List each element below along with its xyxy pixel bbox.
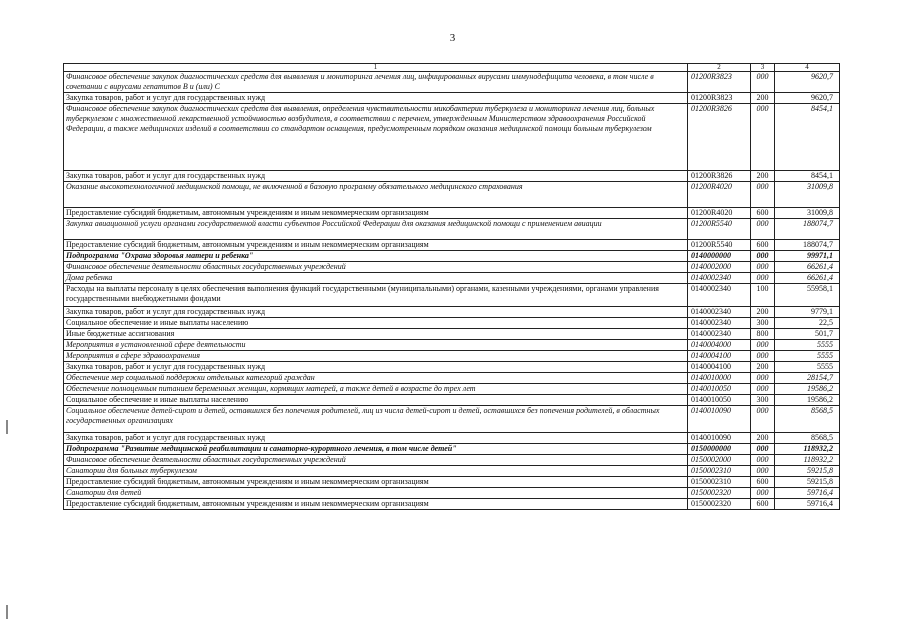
table-row xyxy=(64,373,840,384)
row-description: Подпрограмма "Развитие медицинской реабилитации и санаторно-курортного лечения, в том числе детей" xyxy=(64,444,688,455)
row-target-code: 0140010050 xyxy=(688,384,751,395)
row-description: Санатории для больных туберкулезом xyxy=(64,466,688,477)
row-description: Иные бюджетные ассигнования xyxy=(64,329,688,340)
row-description: Предоставление субсидий бюджетным, автономным учреждениям и иным некоммерческим организациям xyxy=(64,208,688,219)
row-target-code: 01200R3823 xyxy=(688,93,751,104)
table-row xyxy=(64,433,840,444)
row-target-code: 0140010050 xyxy=(688,395,751,406)
table-header-row xyxy=(64,64,840,72)
row-expense-type: 000 xyxy=(751,384,775,395)
table-row xyxy=(64,466,840,477)
table-row xyxy=(64,340,840,351)
row-expense-type: 200 xyxy=(751,433,775,444)
row-amount: 9779,1 xyxy=(775,307,840,318)
row-description: Закупка авиационной услуги органами государственной власти субъектов Российской Федерации для оказания медицинской помощи с применением авиации xyxy=(64,219,688,240)
row-amount: 5555 xyxy=(775,340,840,351)
row-description: Социальное обеспечение и иные выплаты населению xyxy=(64,318,688,329)
table-row xyxy=(64,104,840,171)
table-row xyxy=(64,406,840,433)
table-row xyxy=(64,208,840,219)
row-expense-type: 000 xyxy=(751,373,775,384)
table-row xyxy=(64,395,840,406)
table-row xyxy=(64,219,840,240)
table-row xyxy=(64,477,840,488)
row-target-code: 0150002320 xyxy=(688,499,751,510)
row-amount: 31009,8 xyxy=(775,208,840,219)
row-target-code: 0140004000 xyxy=(688,340,751,351)
row-target-code: 01200R5540 xyxy=(688,219,751,240)
row-amount: 188074,7 xyxy=(775,240,840,251)
row-description: Финансовое обеспечение деятельности областных государственных учреждений xyxy=(64,262,688,273)
row-target-code: 01200R3826 xyxy=(688,171,751,182)
header-col-2: 2 xyxy=(688,64,751,72)
row-expense-type: 300 xyxy=(751,395,775,406)
table-row xyxy=(64,262,840,273)
row-target-code: 0150002320 xyxy=(688,488,751,499)
row-expense-type: 000 xyxy=(751,219,775,240)
row-expense-type: 200 xyxy=(751,93,775,104)
row-target-code: 01200R5540 xyxy=(688,240,751,251)
row-expense-type: 800 xyxy=(751,329,775,340)
table-row xyxy=(64,351,840,362)
row-expense-type: 100 xyxy=(751,284,775,307)
table-row xyxy=(64,384,840,395)
row-amount: 118932,2 xyxy=(775,455,840,466)
row-amount: 28154,7 xyxy=(775,373,840,384)
row-amount: 8568,5 xyxy=(775,406,840,433)
table-row xyxy=(64,72,840,93)
row-amount: 8568,5 xyxy=(775,433,840,444)
row-amount: 5555 xyxy=(775,362,840,373)
table-row xyxy=(64,362,840,373)
budget-table xyxy=(63,63,840,510)
row-description: Мероприятия в установленной сфере деятельности xyxy=(64,340,688,351)
row-description: Предоставление субсидий бюджетным, автономным учреждениям и иным некоммерческим организациям xyxy=(64,499,688,510)
table-row xyxy=(64,488,840,499)
table-row xyxy=(64,284,840,307)
table-row xyxy=(64,273,840,284)
row-amount: 59215,8 xyxy=(775,477,840,488)
row-target-code: 0140004100 xyxy=(688,351,751,362)
row-expense-type: 600 xyxy=(751,477,775,488)
row-expense-type: 000 xyxy=(751,340,775,351)
table-row xyxy=(64,251,840,262)
row-description: Санатории для детей xyxy=(64,488,688,499)
table-row xyxy=(64,329,840,340)
row-target-code: 0150002310 xyxy=(688,466,751,477)
row-expense-type: 000 xyxy=(751,444,775,455)
row-expense-type: 200 xyxy=(751,171,775,182)
row-target-code: 0140010000 xyxy=(688,373,751,384)
row-target-code: 0140002340 xyxy=(688,307,751,318)
table-row xyxy=(64,307,840,318)
row-description: Дома ребенка xyxy=(64,273,688,284)
row-description: Закупка товаров, работ и услуг для государственных нужд xyxy=(64,362,688,373)
row-amount: 188074,7 xyxy=(775,219,840,240)
row-amount: 118932,2 xyxy=(775,444,840,455)
row-description: Финансовое обеспечение закупок диагностических средств для выявления и мониторинга лечения лиц, инфицированных вирусами иммунодефицита человека, в том числе в сочетании с вирусами гепатитов В и (или) С xyxy=(64,72,688,93)
header-col-3: 3 xyxy=(751,64,775,72)
row-expense-type: 000 xyxy=(751,251,775,262)
row-amount: 8454,1 xyxy=(775,171,840,182)
row-amount: 55958,1 xyxy=(775,284,840,307)
row-target-code: 0150002000 xyxy=(688,455,751,466)
row-target-code: 0150002310 xyxy=(688,477,751,488)
row-expense-type: 000 xyxy=(751,104,775,171)
table-row xyxy=(64,171,840,182)
row-description: Закупка товаров, работ и услуг для государственных нужд xyxy=(64,93,688,104)
margin-mark xyxy=(6,605,8,619)
header-col-1: 1 xyxy=(64,64,688,72)
row-expense-type: 600 xyxy=(751,208,775,219)
row-expense-type: 000 xyxy=(751,488,775,499)
row-expense-type: 000 xyxy=(751,182,775,208)
row-description: Предоставление субсидий бюджетным, автономным учреждениям и иным некоммерческим организациям xyxy=(64,477,688,488)
row-description: Закупка товаров, работ и услуг для государственных нужд xyxy=(64,171,688,182)
row-target-code: 0140010090 xyxy=(688,406,751,433)
table-row xyxy=(64,93,840,104)
table-row xyxy=(64,455,840,466)
row-description: Финансовое обеспечение закупок диагностических средств для выявления, определения чувствительности микобактерии туберкулеза и мониторинга лечения лиц, больных туберкулезом с множественной лекарственной устойчивостью возбудителя, в соответствии с перечнем, утвержденным Министерством здравоохранения Российской Федерации, а также медицинских изделий в соответствии со стандартом оснащения, предусмотренным порядком оказания медицинской помощи больным туберкулезом xyxy=(64,104,688,171)
row-expense-type: 000 xyxy=(751,72,775,93)
row-expense-type: 200 xyxy=(751,362,775,373)
row-target-code: 01200R4020 xyxy=(688,182,751,208)
row-amount: 19586,2 xyxy=(775,384,840,395)
row-description: Обеспечение мер социальной поддержки отдельных категорий граждан xyxy=(64,373,688,384)
row-expense-type: 300 xyxy=(751,318,775,329)
row-expense-type: 000 xyxy=(751,351,775,362)
row-amount: 19586,2 xyxy=(775,395,840,406)
row-target-code: 0140000000 xyxy=(688,251,751,262)
row-description: Обеспечение полноценным питанием беременных женщин, кормящих матерей, а также детей в возрасте до трех лет xyxy=(64,384,688,395)
row-amount: 9620,7 xyxy=(775,93,840,104)
row-description: Закупка товаров, работ и услуг для государственных нужд xyxy=(64,307,688,318)
row-amount: 8454,1 xyxy=(775,104,840,171)
margin-mark xyxy=(6,420,8,434)
row-description: Предоставление субсидий бюджетным, автономным учреждениям и иным некоммерческим организациям xyxy=(64,240,688,251)
row-description: Социальное обеспечение детей-сирот и детей, оставшихся без попечения родителей, лиц из числа детей-сирот и детей, оставшихся без попечения родителей, в областных государственных организациях xyxy=(64,406,688,433)
row-amount: 501,7 xyxy=(775,329,840,340)
row-description: Подпрограмма "Охрана здоровья матери и ребенка" xyxy=(64,251,688,262)
row-target-code: 01200R3823 xyxy=(688,72,751,93)
row-expense-type: 200 xyxy=(751,307,775,318)
row-target-code: 0140002340 xyxy=(688,329,751,340)
row-target-code: 0140004100 xyxy=(688,362,751,373)
row-amount: 59716,4 xyxy=(775,488,840,499)
table-row xyxy=(64,240,840,251)
row-expense-type: 000 xyxy=(751,262,775,273)
row-target-code: 0140002000 xyxy=(688,262,751,273)
row-amount: 99971,1 xyxy=(775,251,840,262)
row-description: Расходы на выплаты персоналу в целях обеспечения выполнения функций государственными (муниципальными) органами, казенными учреждениями, органами управления государственными внебюджетными фондами xyxy=(64,284,688,307)
row-description: Социальное обеспечение и иные выплаты населению xyxy=(64,395,688,406)
row-expense-type: 000 xyxy=(751,466,775,477)
row-target-code: 0140002340 xyxy=(688,284,751,307)
table-row xyxy=(64,444,840,455)
row-description: Оказание высокотехнологичной медицинской помощи, не включенной в базовую программу обязательного медицинского страхования xyxy=(64,182,688,208)
row-target-code: 0140010090 xyxy=(688,433,751,444)
row-target-code: 0140002340 xyxy=(688,273,751,284)
table-row xyxy=(64,182,840,208)
row-amount: 22,5 xyxy=(775,318,840,329)
row-expense-type: 000 xyxy=(751,406,775,433)
page-number: 3 xyxy=(449,32,456,44)
row-description: Финансовое обеспечение деятельности областных государственных учреждений xyxy=(64,455,688,466)
row-description: Мероприятия в сфере здравоохранения xyxy=(64,351,688,362)
row-amount: 31009,8 xyxy=(775,182,840,208)
row-target-code: 01200R4020 xyxy=(688,208,751,219)
row-target-code: 0140002340 xyxy=(688,318,751,329)
row-target-code: 01200R3826 xyxy=(688,104,751,171)
row-expense-type: 600 xyxy=(751,240,775,251)
row-expense-type: 600 xyxy=(751,499,775,510)
row-expense-type: 000 xyxy=(751,455,775,466)
row-amount: 66261,4 xyxy=(775,262,840,273)
table-row xyxy=(64,318,840,329)
row-target-code: 0150000000 xyxy=(688,444,751,455)
row-amount: 9620,7 xyxy=(775,72,840,93)
row-amount: 59215,8 xyxy=(775,466,840,477)
row-amount: 5555 xyxy=(775,351,840,362)
table-row xyxy=(64,499,840,510)
row-amount: 66261,4 xyxy=(775,273,840,284)
row-amount: 59716,4 xyxy=(775,499,840,510)
header-col-4: 4 xyxy=(775,64,840,72)
row-expense-type: 000 xyxy=(751,273,775,284)
row-description: Закупка товаров, работ и услуг для государственных нужд xyxy=(64,433,688,444)
